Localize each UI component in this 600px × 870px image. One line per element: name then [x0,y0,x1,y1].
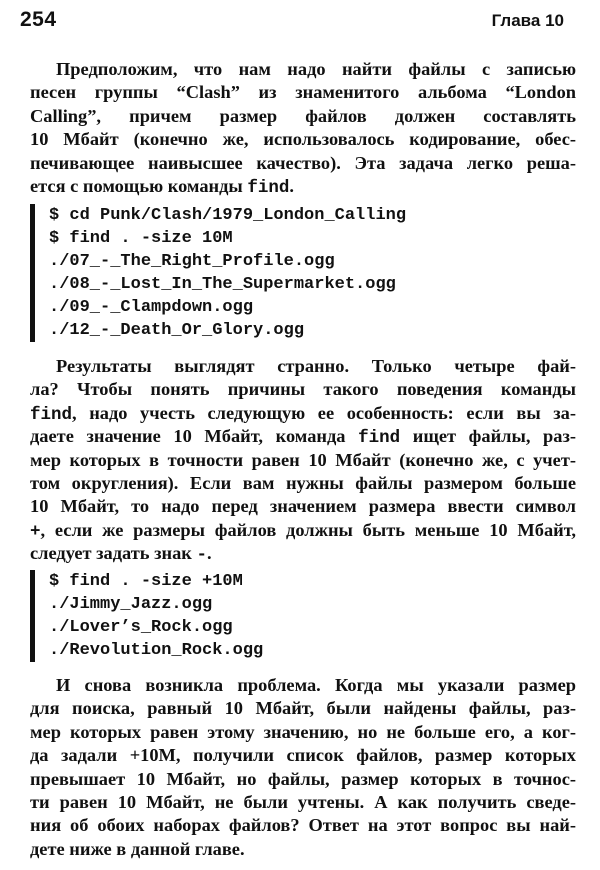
code-line: ./Revolution_Rock.ogg [49,641,264,660]
text-fragment: ищет файлы, раз- [400,426,576,447]
text-fragment: следует задать знак [30,543,197,564]
code-line: ./Lover’s_Rock.ogg [49,618,233,637]
page-number: 254 [20,8,57,31]
paragraph-problem [30,674,576,861]
text-line: 10 Мбайт, то надо перед значением размера ввести символ [30,496,576,517]
text-line: Результаты выглядят странно. Только четыре фай- [56,356,576,376]
text-line: для поиска, равный 10 Мбайт, были найдены файлы, раз- [30,698,576,719]
inline-code: + [30,521,41,542]
inline-code: - [196,545,207,566]
text-line: да задали +10М, получили список файлов, размер которых [30,745,576,766]
text-fragment: , если же размеры файлов должны быть меньше 10 Мбайт, [40,519,576,540]
text-line: ла? Чтобы понять причины такого поведения команды [30,379,576,400]
text-line: печивающее наивысшее качество). Эта задача легко реша- [30,152,576,173]
text-fragment: . [206,543,212,564]
text-line [30,402,576,425]
text-fragment: , надо учесть следующую ее особенность: если вы за- [72,402,576,423]
code-block-find-plus-10m [30,570,263,662]
inline-code: find [247,177,290,198]
inline-code: find [358,428,401,449]
code-line: ./Jimmy_Jazz.ogg [49,595,213,614]
text-line: мер которых равен этому значению, но не больше его, а ког- [30,721,576,742]
text-fragment: ется с помощью команды [30,175,248,196]
text-fragment: даете значение 10 Мбайт, команда [30,426,359,447]
text-line: 10 Мбайт (конечно же, использовалось кодирование, обес- [30,129,576,150]
chapter-title: Глава 10 [491,11,564,30]
text-line [30,175,576,198]
code-block-find-10m [30,204,406,342]
code-line: $ find . -size +10M [49,572,243,591]
code-line: ./07_-_The_Right_Profile.ogg [49,252,335,271]
text-line [30,425,576,448]
text-line: превышает 10 Мбайт, но файлы, размер которых в точнос- [30,768,576,789]
paragraph-intro [30,58,576,198]
text-fragment: . [289,175,294,196]
code-line: ./12_-_Death_Or_Glory.ogg [49,321,305,340]
text-line: дете ниже в данной главе. [30,838,245,859]
text-line: Calling”, причем размер файлов должен составлять [30,105,576,126]
text-line: том округления). Если вам нужны файлы размером больше [30,472,576,493]
text-line [30,542,576,565]
text-line: мер которых в точности равен 10 Мбайт (конечно же, с учет- [30,449,576,470]
code-line: ./09_-_Clampdown.ogg [49,298,254,317]
text-line: И снова возникла проблема. Когда мы указали размер [56,675,576,695]
code-line: $ find . -size 10M [49,229,233,248]
inline-code: find [30,404,73,425]
text-line: ния об обоих наборах файлов? Ответ на этот вопрос вы най- [30,815,576,836]
text-line [30,519,576,542]
code-line: $ cd Punk/Clash/1979_London_Calling [49,206,407,225]
paragraph-results [30,355,576,566]
code-line: ./08_-_Lost_In_The_Supermarket.ogg [49,275,396,294]
text-line: песен группы “Clash” из знаменитого альбома “London [30,82,576,103]
text-line: Предположим, что нам надо найти файлы с записью [56,59,576,79]
text-line: ти равен 10 Мбайт, не были учтены. А как получить сведе- [30,791,576,812]
